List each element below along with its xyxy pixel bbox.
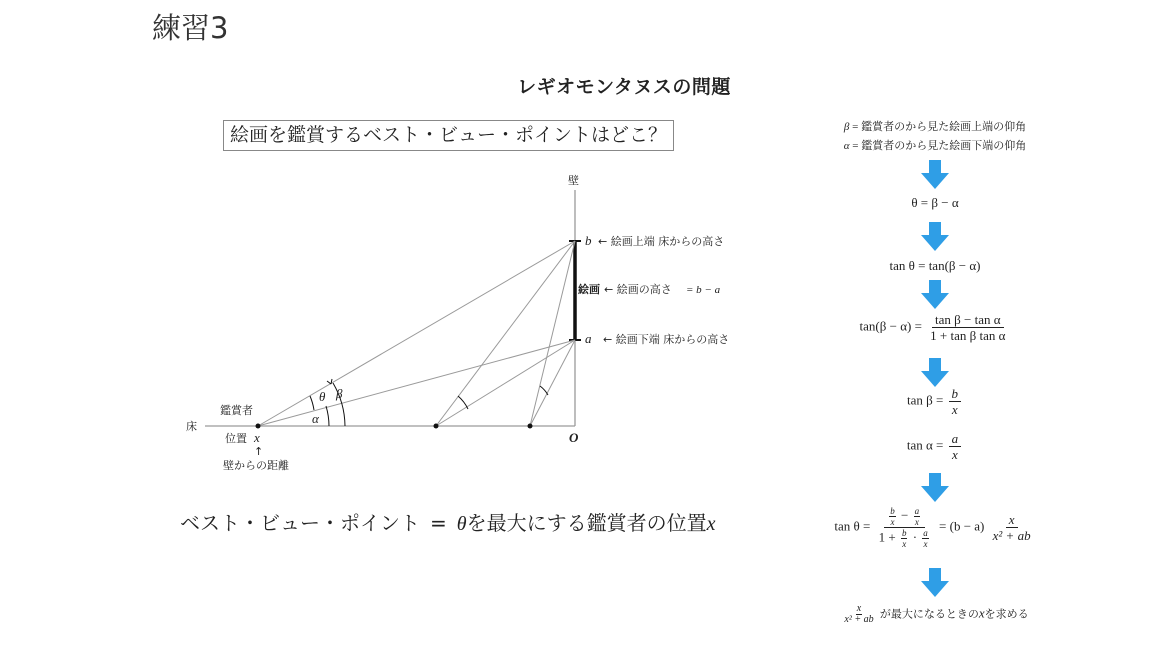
conclusion-left: ベスト・ビュー・ポイント (180, 511, 420, 535)
step-tan-alpha: tan α = $\frac{a}{x}$ (790, 431, 1080, 462)
alpha-label: α (312, 411, 319, 426)
sight-line-top-3 (530, 241, 575, 426)
down-arrow-icon (920, 473, 950, 503)
sight-line-bottom-3 (530, 340, 575, 426)
alpha-definition: α = 鑑賞者のから見た絵画下端の仰角 (843, 140, 1027, 152)
conclusion-x: x (706, 513, 716, 535)
theta-arrow (327, 379, 332, 384)
theta-arc-2 (458, 396, 468, 409)
viewer-point (256, 424, 261, 429)
origin-label: O (569, 430, 579, 445)
up-arrow: ↑ (254, 445, 264, 458)
conclusion (180, 507, 715, 536)
painting-formula: = b − a (686, 284, 721, 296)
down-arrow-icon (920, 222, 950, 252)
step-addition-formula: tan(β − α) = $\frac{\text{tan β − tan α}}{\text{1 + tan β tan α}}$ (859, 312, 1006, 343)
alpha-arc (326, 406, 329, 426)
sight-line-top-2 (436, 241, 575, 426)
painting-description: ← 絵画の高さ (604, 283, 672, 296)
position-label: 位置 (225, 432, 247, 445)
down-arrow-icon (920, 280, 950, 310)
down-arrow-icon (920, 160, 950, 190)
step-tan-beta: tan β = $\frac{b}{x}$ (790, 386, 1080, 417)
main-title: レギオモンタヌスの問題 (517, 76, 731, 98)
theta-arc-3 (540, 386, 548, 395)
theta-label: θ (319, 389, 326, 404)
sight-line-bottom-1 (258, 340, 575, 426)
point-3 (528, 424, 533, 429)
x-label: x (254, 430, 260, 445)
viewer-label: 鑑賞者 (220, 404, 253, 417)
sight-line-top-1 (258, 241, 575, 426)
wall-label: 壁 (568, 174, 579, 187)
a-description: ← 絵画下端 床からの高さ (603, 333, 730, 346)
point-2 (434, 424, 439, 429)
b-description: ← 絵画上端 床からの高さ (598, 235, 725, 248)
beta-definition: β = 鑑賞者のから見た絵画上端の仰角 (843, 121, 1027, 133)
conclusion-right: を最大にする鑑賞者の位置 (466, 511, 707, 535)
down-arrow-icon (920, 568, 950, 598)
distance-label: 壁からの距離 (223, 459, 289, 472)
down-arrow-icon (920, 358, 950, 388)
sight-line-bottom-2 (436, 340, 575, 426)
b-label: b (585, 233, 592, 248)
floor-label: 床 (186, 420, 197, 433)
conclusion-equals: = (430, 511, 447, 535)
question-box: 絵画を鑑賞するベスト・ビュー・ポイントはどこ？ (223, 120, 674, 151)
step-tan-theta-result: tan θ = $\frac{b}{x}$ − $\frac{a}{x}$ 1 + $\frac{b}{x}$ · $\frac{a}{x}$ = (b − a) $\frac{x}{\text{x² + ab}}$ (834, 506, 1031, 549)
step-final: $\frac{x}{\text{x² + ab}}$ が最大になるときのxを求める (844, 603, 1029, 625)
a-label: a (585, 331, 592, 346)
conclusion-theta: θ (456, 513, 467, 535)
beta-label: β (336, 386, 343, 401)
painting-label: 絵画 (578, 283, 600, 296)
slide-title: 練習3 (152, 11, 229, 45)
step-tan-theta: tan θ = tan(β − α) (889, 258, 981, 273)
theta-arc (310, 396, 314, 410)
step-theta: θ = β − α (911, 195, 959, 210)
